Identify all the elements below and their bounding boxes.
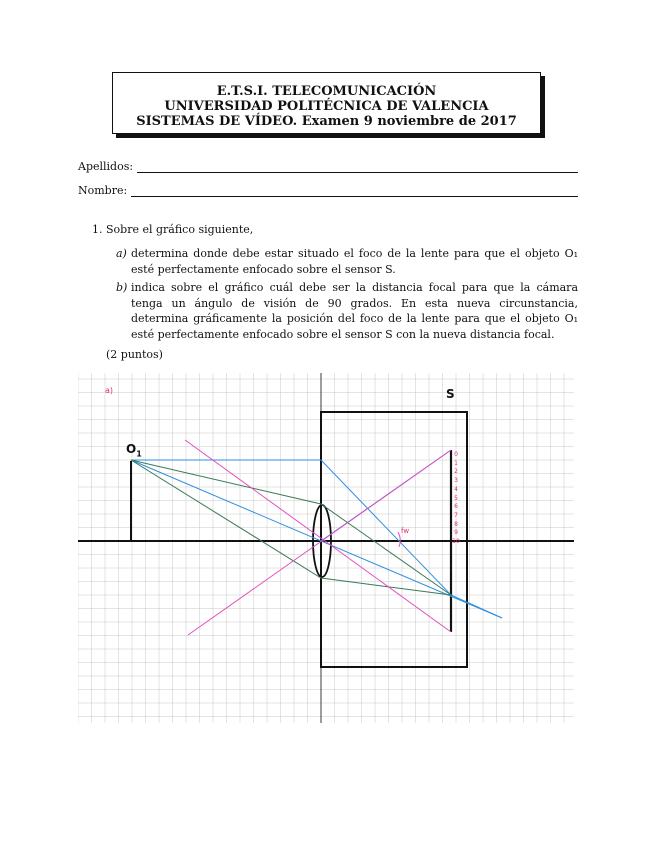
sensor-tick-label: 7 [454,511,458,519]
question-number: 1. [92,223,103,236]
fov-line-2 [188,450,451,635]
question-intro: Sobre el gráfico siguiente, [106,223,254,236]
surname-field[interactable] [78,160,578,173]
sensor-tick-label: 3 [454,477,458,485]
name-label: Nombre: [78,184,128,197]
camera-body [321,412,467,667]
sensor-tick-label: 2 [454,468,458,476]
name-field[interactable] [78,184,578,197]
sensor-tick-label: 6 [454,503,458,511]
surname-label: Apellidos: [78,160,134,173]
diagram-canvas [78,373,574,723]
sensor-tick-label: 9 [454,529,458,537]
sensor-tick-label: 8 [454,520,458,528]
grid [78,373,574,723]
exam-title-box [112,72,541,134]
school-name: E.T.S.I. TELECOMUNICACIÓN [216,84,437,99]
university-name: UNIVERSIDAD POLITÉCNICA DE VALENCIA [164,99,489,114]
sensor-tick-label: 5 [454,494,458,502]
optics-diagram [78,373,574,723]
part-a-text: determina donde debe estar situado el foco de la lente para que el objeto O₁ esté perfectamente enfocado sobre el sensor S. [131,247,578,276]
fov-line-1 [185,440,451,632]
exam-name: SISTEMAS DE VÍDEO. Examen 9 noviembre de 2017 [136,114,517,129]
sensor-scale [452,451,460,547]
sensor-label: S [446,387,455,401]
angle-arc [398,532,400,547]
part-a-marker: a) [116,247,127,260]
sensor-tick-label: 10 [452,538,460,546]
object-label: $O_1$ [126,442,142,459]
sensor-tick-label: 4 [454,485,458,493]
focus-annotation: fw [401,527,410,535]
points-note: (2 puntos) [106,348,163,361]
name-line[interactable] [131,186,578,197]
sensor-tick-label: 1 [454,459,458,467]
sensor-tick-label: 0 [454,451,458,458]
part-a-annotation: a) [105,386,114,395]
part-b-marker: b) [116,281,128,294]
surname-line[interactable] [137,162,578,173]
part-b-text: indica sobre el gráfico cuál debe ser la distancia focal para que la cámara tenga un ángulo de visión de 90 grados. En esta nueva circunstancia, determina gráficamente la posición del foco de la lente para que el objeto O₁ esté perfectamente enfocado sobre el sensor S con la nueva distancia focal. [131,281,578,341]
